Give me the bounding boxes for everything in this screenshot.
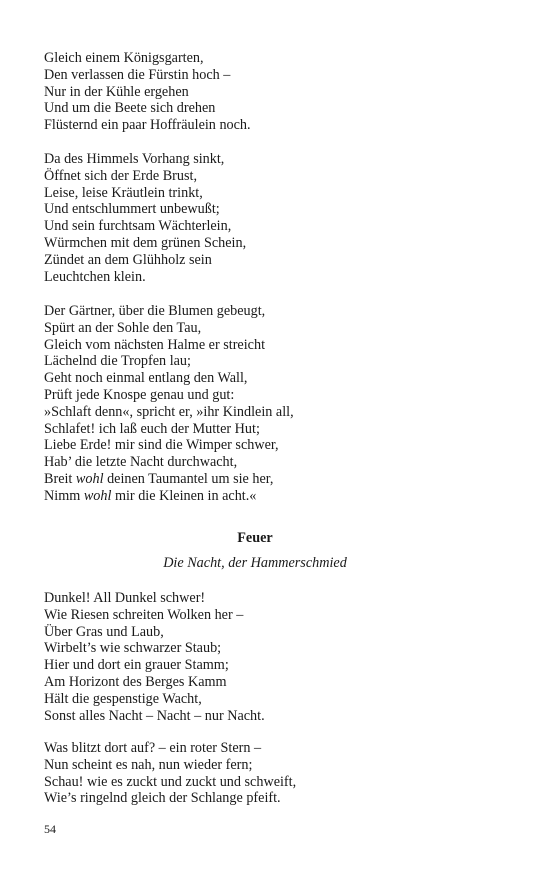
verse-line bbox=[44, 488, 294, 505]
verse-line: Wie’s ringelnd gleich der Schlange pfeift. bbox=[44, 790, 281, 807]
verse-text: Breit bbox=[44, 470, 76, 487]
stanza-4 bbox=[44, 590, 265, 724]
verse-line: Spürt an der Sohle den Tau, bbox=[44, 319, 202, 336]
verse-line: Und entschlummert unbewußt; bbox=[44, 201, 220, 218]
emphasis-text: wohl bbox=[83, 487, 112, 504]
verse-line: Geht noch einmal entlang den Wall, bbox=[44, 370, 248, 387]
verse-line: Der Gärtner, über die Blumen gebeugt, bbox=[44, 303, 266, 319]
section-title: Feuer bbox=[237, 530, 273, 546]
verse-line: Flüsternd ein paar Hoffräulein noch. bbox=[44, 117, 251, 134]
stanza-5 bbox=[44, 740, 296, 807]
verse-line: Hält die gespenstige Wacht, bbox=[44, 690, 202, 707]
verse-line: Wirbelt’s wie schwarzer Staub; bbox=[44, 640, 222, 657]
verse-line: Schau! wie es zuckt und zuckt und schweift, bbox=[44, 773, 297, 790]
verse-line: Würmchen mit dem grünen Schein, bbox=[44, 234, 247, 251]
verse-line: Den verlassen die Fürstin hoch – bbox=[44, 66, 231, 83]
verse-line: Lächelnd die Tropfen lau; bbox=[44, 353, 191, 370]
verse-line: Zündet an dem Glühholz sein bbox=[44, 251, 212, 268]
verse-line bbox=[44, 471, 294, 488]
verse-text: deinen Taumantel um sie her, bbox=[103, 470, 274, 487]
verse-line: Gleich einem Königsgarten, bbox=[44, 50, 204, 66]
verse-text: mir die Kleinen in acht.« bbox=[111, 487, 257, 504]
verse-line: Nur in der Kühle ergehen bbox=[44, 83, 189, 100]
verse-line: Schlafet! ich laß euch der Mutter Hut; bbox=[44, 420, 260, 437]
stanza-1 bbox=[44, 50, 251, 134]
page-number: 54 bbox=[44, 822, 56, 836]
verse-line: Und sein furchtsam Wächterlein, bbox=[44, 218, 232, 235]
verse-line: »Schlaft denn«, spricht er, »ihr Kindlein all, bbox=[44, 403, 294, 420]
verse-line: Nun scheint es nah, nun wieder fern; bbox=[44, 756, 253, 773]
verse-line: Öffnet sich der Erde Brust, bbox=[44, 167, 198, 184]
section-subtitle: Die Nacht, der Hammerschmied bbox=[163, 555, 347, 571]
verse-line: Gleich vom nächsten Halme er streicht bbox=[44, 336, 266, 353]
verse-line: Am Horizont des Berges Kamm bbox=[44, 673, 227, 690]
verse-line: Sonst alles Nacht – Nacht – nur Nacht. bbox=[44, 707, 265, 724]
verse-line: Wie Riesen schreiten Wolken her – bbox=[44, 606, 244, 623]
emphasis-text: wohl bbox=[75, 470, 104, 487]
verse-line: Prüft jede Knospe genau und gut: bbox=[44, 386, 235, 403]
verse-line: Dunkel! All Dunkel schwer! bbox=[44, 590, 206, 606]
verse-line: Leise, leise Kräutlein trinkt, bbox=[44, 184, 203, 201]
verse-line: Was blitzt dort auf? – ein roter Stern – bbox=[44, 740, 262, 756]
verse-line: Da des Himmels Vorhang sinkt, bbox=[44, 151, 225, 167]
verse-text: Nimm bbox=[44, 487, 84, 504]
verse-line: Und um die Beete sich drehen bbox=[44, 100, 216, 117]
verse-line: Über Gras und Laub, bbox=[44, 623, 164, 640]
verse-line: Leuchtchen klein. bbox=[44, 268, 146, 285]
stanza-2 bbox=[44, 151, 246, 285]
verse-line: Liebe Erde! mir sind die Wimper schwer, bbox=[44, 437, 279, 454]
verse-line: Hier und dort ein grauer Stamm; bbox=[44, 657, 229, 674]
verse-line: Hab’ die letzte Nacht durchwacht, bbox=[44, 454, 238, 471]
stanza-3 bbox=[44, 303, 294, 505]
